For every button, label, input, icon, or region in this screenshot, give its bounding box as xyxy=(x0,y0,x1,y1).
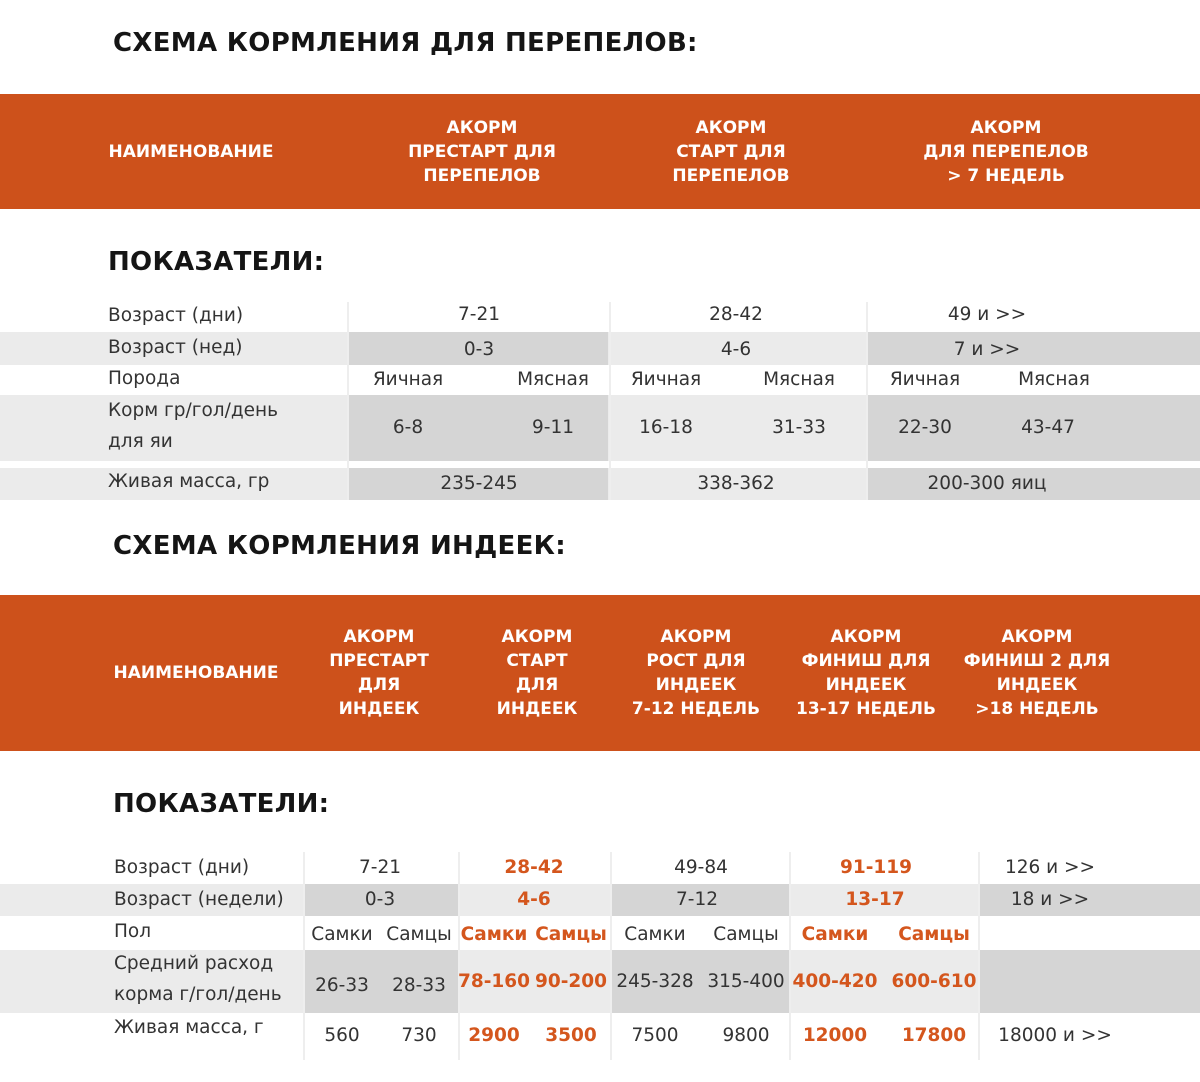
turkey-divider xyxy=(978,852,980,1060)
turkey-mass-value: 7500 xyxy=(631,1025,679,1046)
quail-divider xyxy=(609,302,611,500)
quail-section-title: СХЕМА КОРМЛЕНИЯ ДЛЯ ПЕРЕПЕЛОВ: xyxy=(113,28,698,58)
quail-header-product-prestart: АКОРМ ПРЕСТАРТ ДЛЯ ПЕРЕПЕЛОВ xyxy=(408,118,556,186)
turkey-mass-value: 730 xyxy=(401,1025,437,1046)
quail-feed-value: 9-11 xyxy=(532,417,574,438)
turkey-divider xyxy=(458,852,460,1060)
turkey-indicators-title: ПОКАЗАТЕЛИ: xyxy=(113,789,330,819)
turkey-mass-value: 2900 xyxy=(468,1025,520,1046)
turkey-feed-value: 315-400 xyxy=(707,971,785,992)
turkey-label-feed: Средний расход корма г/гол/день xyxy=(114,953,282,1005)
quail-age-weeks-value: 7 и >> xyxy=(953,339,1021,360)
quail-label-age-days: Возраст (дни) xyxy=(108,305,244,326)
turkey-header-product-grow: АКОРМ РОСТ ДЛЯ ИНДЕЕК 7-12 НЕДЕЛЬ xyxy=(631,627,761,719)
turkey-sex-value: Самцы xyxy=(898,924,970,945)
quail-header-product-adult: АКОРМ ДЛЯ ПЕРЕПЕЛОВ > 7 НЕДЕЛЬ xyxy=(923,118,1089,186)
quail-age-days-value: 28-42 xyxy=(709,304,763,325)
turkey-label-sex: Пол xyxy=(114,921,152,942)
quail-header-name: НАИМЕНОВАНИЕ xyxy=(108,142,274,162)
quail-label-mass: Живая масса, гр xyxy=(108,471,270,492)
turkey-divider xyxy=(610,852,612,1060)
quail-feed-value: 6-8 xyxy=(392,417,424,438)
quail-label-age-weeks: Возраст (нед) xyxy=(108,337,243,358)
turkey-feed-value: 400-420 xyxy=(792,971,878,992)
quail-feed-value: 22-30 xyxy=(898,417,952,438)
turkey-sex-value: Самцы xyxy=(713,924,779,945)
quail-breed-value: Яичная xyxy=(630,369,702,390)
turkey-header-product-finish2: АКОРМ ФИНИШ 2 ДЛЯ ИНДЕЕК >18 НЕДЕЛЬ xyxy=(963,627,1111,719)
turkey-header-name: НАИМЕНОВАНИЕ xyxy=(113,663,279,683)
turkey-feed-value: 90-200 xyxy=(534,971,608,992)
quail-age-weeks-value: 4-6 xyxy=(720,339,752,360)
quail-breed-value: Яичная xyxy=(372,369,444,390)
turkey-age-days-value: 7-21 xyxy=(359,857,401,878)
turkey-header-product-finish: АКОРМ ФИНИШ ДЛЯ ИНДЕЕК 13-17 НЕДЕЛЬ xyxy=(796,627,936,719)
turkey-label-mass: Живая масса, г xyxy=(114,1017,264,1038)
quail-feed-value: 16-18 xyxy=(639,417,693,438)
turkey-header-product-prestart: АКОРМ ПРЕСТАРТ ДЛЯ ИНДЕЕК xyxy=(329,627,429,719)
quail-age-days-value: 49 и >> xyxy=(947,304,1027,325)
quail-age-weeks-value: 0-3 xyxy=(463,339,495,360)
quail-label-breed: Порода xyxy=(108,368,181,389)
quail-header-banner xyxy=(0,94,1200,209)
turkey-sex-value: Самцы xyxy=(386,924,452,945)
quail-mass-value: 235-245 xyxy=(440,473,518,494)
quail-mass-value: 200-300 яиц xyxy=(927,473,1047,494)
quail-cell-bg xyxy=(868,332,1200,365)
turkey-mass-value: 17800 xyxy=(901,1025,967,1046)
turkey-feed-value: 600-610 xyxy=(891,971,977,992)
turkey-feed-value: 26-33 xyxy=(315,975,369,996)
turkey-label-age-days: Возраст (дни) xyxy=(114,857,250,878)
quail-age-days-value: 7-21 xyxy=(458,304,500,325)
quail-breed-value: Мясная xyxy=(517,369,589,390)
turkey-feed-value: 78-160 xyxy=(457,971,531,992)
turkey-age-weeks-value: 4-6 xyxy=(517,889,551,910)
quail-indicators-title: ПОКАЗАТЕЛИ: xyxy=(108,247,325,277)
turkey-age-weeks-value: 13-17 xyxy=(845,889,905,910)
turkey-sex-value: Самки xyxy=(311,924,373,945)
turkey-age-weeks-value: 0-3 xyxy=(364,889,396,910)
turkey-mass-value: 560 xyxy=(324,1025,360,1046)
turkey-mass-value: 18000 и >> xyxy=(998,1025,1112,1046)
turkey-sex-value: Самцы xyxy=(535,924,607,945)
quail-divider xyxy=(347,302,349,500)
turkey-feed-value: 28-33 xyxy=(392,975,446,996)
turkey-age-weeks-value: 7-12 xyxy=(676,889,718,910)
turkey-divider xyxy=(789,852,791,1060)
turkey-age-days-value: 91-119 xyxy=(839,857,913,878)
quail-breed-value: Мясная xyxy=(1018,369,1090,390)
turkey-mass-value: 3500 xyxy=(545,1025,597,1046)
turkey-age-days-value: 49-84 xyxy=(674,857,728,878)
quail-breed-value: Мясная xyxy=(763,369,835,390)
turkey-age-weeks-value: 18 и >> xyxy=(1010,889,1090,910)
turkey-cell-bg xyxy=(980,950,1200,1013)
quail-mass-value: 338-362 xyxy=(697,473,775,494)
turkey-mass-value: 9800 xyxy=(722,1025,770,1046)
quail-label-feed: Корм гр/гол/день для яи xyxy=(108,400,278,452)
turkey-feed-value: 245-328 xyxy=(616,971,694,992)
turkey-sex-value: Самки xyxy=(460,924,528,945)
quail-feed-value: 43-47 xyxy=(1021,417,1075,438)
turkey-age-days-value: 28-42 xyxy=(504,857,564,878)
quail-header-product-start: АКОРМ СТАРТ ДЛЯ ПЕРЕПЕЛОВ xyxy=(672,118,790,186)
turkey-section-title: СХЕМА КОРМЛЕНИЯ ИНДЕЕК: xyxy=(113,531,566,561)
turkey-sex-value: Самки xyxy=(624,924,686,945)
turkey-age-days-value: 126 и >> xyxy=(1004,857,1096,878)
turkey-header-product-start: АКОРМ СТАРТ ДЛЯ ИНДЕЕК xyxy=(496,627,578,719)
quail-breed-value: Яичная xyxy=(889,369,961,390)
quail-divider xyxy=(866,302,868,500)
turkey-sex-value: Самки xyxy=(801,924,869,945)
quail-feed-value: 31-33 xyxy=(772,417,826,438)
turkey-divider xyxy=(303,852,305,1060)
turkey-label-age-weeks: Возраст (недели) xyxy=(114,889,284,910)
turkey-mass-value: 12000 xyxy=(802,1025,868,1046)
turkey-header-banner xyxy=(0,595,1200,751)
